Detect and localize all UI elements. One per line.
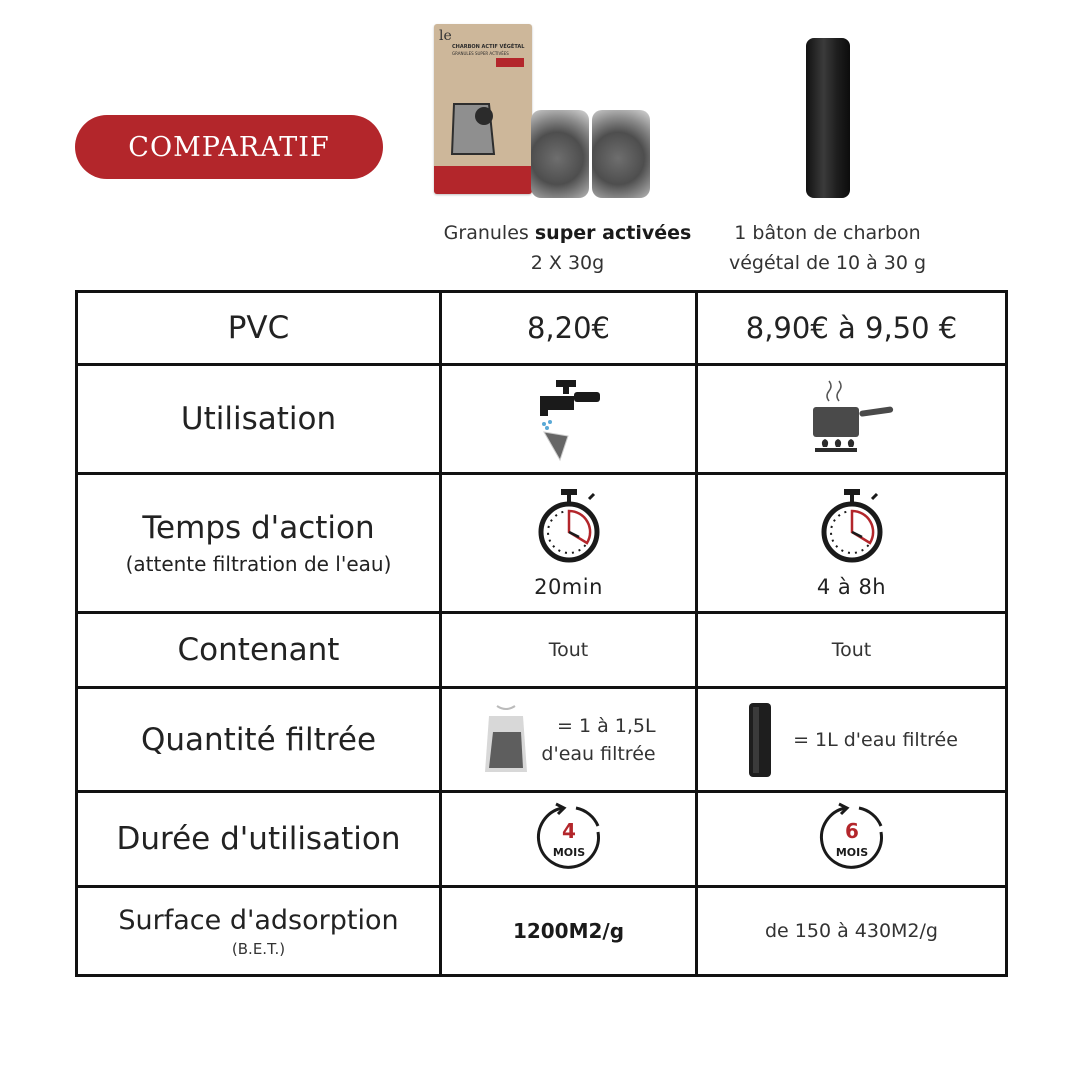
table-row-utilisation <box>77 365 1007 474</box>
table-row-duree <box>77 792 1007 887</box>
package-ribbon <box>496 58 524 67</box>
stick-surface: de 150 à 430M2/g <box>765 920 938 942</box>
row-sublabel-surface: (B.E.T.) <box>231 939 286 958</box>
package-title: CHARBON ACTIF VÉGÉTAL <box>452 44 525 50</box>
stick-contenant: Tout <box>831 639 872 661</box>
granules-months-unit: MOIS <box>552 846 585 859</box>
stick-quantity: = 1L d'eau filtrée <box>793 728 958 751</box>
charcoal-stick-icon <box>745 701 775 779</box>
granules-cell <box>441 613 697 688</box>
granules-caption <box>440 218 695 278</box>
stick-caption-line1: 1 bâton de charbon <box>734 222 921 244</box>
row-label-cell <box>77 792 441 887</box>
row-label-duree: Durée d'utilisation <box>116 821 401 857</box>
package-subtitle: GRANULES SUPER ACTIVÉES <box>452 51 509 56</box>
granules-price: 8,20€ <box>526 311 611 345</box>
granules-cell <box>441 792 697 887</box>
stick-months-unit: MOIS <box>835 846 868 859</box>
package-jug-illustration <box>444 94 504 164</box>
stick-cell <box>697 688 1007 792</box>
stick-cell <box>697 613 1007 688</box>
stopwatch-icon <box>534 487 604 567</box>
granules-cell <box>441 887 697 976</box>
stick-caption <box>700 218 955 278</box>
row-label-temps: Temps d'action <box>142 510 375 546</box>
granules-cell <box>441 365 697 474</box>
row-label-pvc: PVC <box>227 310 290 346</box>
granules-cell <box>441 688 697 792</box>
stick-action-time: 4 à 8h <box>816 575 887 599</box>
row-label-quantite: Quantité filtrée <box>140 721 377 758</box>
granules-surface: 1200M2/g <box>512 919 625 943</box>
stick-cell <box>697 292 1007 365</box>
row-label-utilisation: Utilisation <box>180 401 337 437</box>
granules-quantity-line1: = 1 à 1,5L <box>557 714 656 737</box>
row-label-cell <box>77 474 441 613</box>
mesh-bag-icon <box>481 702 531 778</box>
granules-bag-image <box>531 110 589 198</box>
granules-bag-image <box>592 110 650 198</box>
table-row-surface <box>77 887 1007 976</box>
table-row-contenant <box>77 613 1007 688</box>
stopwatch-icon <box>817 487 887 567</box>
row-label-cell <box>77 365 441 474</box>
row-label-surface: Surface d'adsorption <box>118 904 399 936</box>
table-row-quantite <box>77 688 1007 792</box>
comparison-table <box>75 290 1008 977</box>
granules-action-time: 20min <box>534 575 603 599</box>
refresh-months-icon <box>534 802 604 872</box>
row-label-contenant: Contenant <box>177 632 340 668</box>
stick-cell <box>697 887 1007 976</box>
stick-cell <box>697 474 1007 613</box>
granules-quantity-line2: d'eau filtrée <box>541 742 656 765</box>
table-row-pvc <box>77 292 1007 365</box>
granules-months-number: 4 <box>561 819 576 843</box>
stick-cell <box>697 365 1007 474</box>
charcoal-stick-image <box>806 38 850 198</box>
package-red-band <box>434 166 532 194</box>
row-label-cell <box>77 887 441 976</box>
row-sublabel-temps: (attente filtration de l'eau) <box>125 552 392 576</box>
comparatif-badge: COMPARATIF <box>75 115 383 179</box>
granules-caption-post: 2 X 30g <box>530 252 605 274</box>
granules-caption-bold: super activées <box>534 222 692 244</box>
row-label-cell <box>77 688 441 792</box>
granules-package-image <box>434 24 532 194</box>
table-row-temps <box>77 474 1007 613</box>
granules-cell <box>441 292 697 365</box>
granules-contenant: Tout <box>548 639 589 661</box>
row-label-cell <box>77 613 441 688</box>
refresh-months-icon <box>817 802 887 872</box>
stick-caption-line2: végétal de 10 à 30 g <box>728 252 927 274</box>
granules-caption-pre: Granules <box>443 222 529 244</box>
stick-price: 8,90€ à 9,50 € <box>745 311 958 345</box>
row-label-cell <box>77 292 441 365</box>
package-brand: le <box>439 28 452 44</box>
tap-icon <box>534 372 604 462</box>
stick-cell <box>697 792 1007 887</box>
stick-months-number: 6 <box>844 819 859 843</box>
pot-on-stove-icon <box>807 377 897 457</box>
granules-cell <box>441 474 697 613</box>
